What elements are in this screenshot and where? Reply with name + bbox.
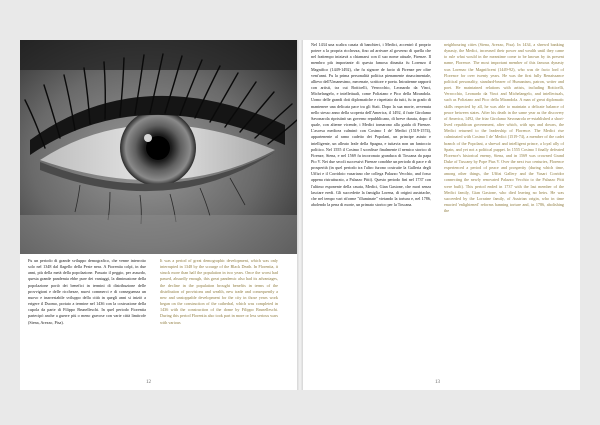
right-page-number: 13 <box>435 380 440 385</box>
left-italian-column: Fu un periodo di grande sviluppo demografico, che venne interrotto solo nel 1348 dal flagello della Peste nera. A Fiorentia colpì, in due anni, più della metà della popolazione. Passato il peggio, per assurdo, questa grande pandemia ebbe pure dei vantaggi, la diminuzione della popolazione portò dei benefici in termini di distribuzione delle provvigioni e delle ricchezze, nuovi commerci e di conseguenza un nuovo e inarrestabile sviluppo della città in quegli anni si iniziò a erigere il Duomo, portato a termine nel 1436 con la costruzione della cupola da parte di Filippo Brunelleschi. In quel periodo Fiorentia partecipò anche a guerre più o meno gravose con varie città limitrofe (Siena, Arezzo, Pisa). <box>28 258 146 325</box>
eye-photo <box>20 40 297 254</box>
left-page-number: 12 <box>146 380 151 385</box>
left-english-column: It was a period of great demographic development, which was only interrupted in 1348 by the scourge of the Black Death. In Florentia, it struck more than half the population in two years. Once the worst had passed, absurdly enough, this great pandemic also had its advantages, the decline in the population brought benefits in terms of the distribution of provisions and wealth, new trade and consequently a new and unstoppable development for the city in those years work began on the construction of the cathedral, which was completed in 1436 with the construction of the dome by Filippo Brunelleschi. During this period Florentia also took part in more or less serious wars with various <box>160 258 278 325</box>
right-english-column: neighbouring cities (Siena, Arezzo, Pisa). In 1434, a shrewd banking dynasty, the Medici, increased their power and wealth until they came to rule what would in the meantime come to be known by its present name, Florence. The most important member of this famous dynasty was Lorenzo the Magnificent (1449-92), who was de facto lord of Florence for over twenty years. He was the first fully Renaissance political personality, standard-bearer of Humanism, patron, writer and poet. He maintained relations with artists, including Botticelli, Verrocchio, Leonardo da Vinci and Michelangelo, and intellectuals, such as Poliziano and Pico della Mirandola. A man of great diplomatic skills respected by all, he was able to maintain a delicate balance of peace between states. After his death in the same year as the discovery of America, 1492, the friar Girolamo Savonarola re-established a short-lived republican government, after which, with ups and downs, the Medici returned to the leadership of Florence. The Medici rise culminated with Cosimo I de' Medici (1519-74), a member of the cadet branch of the Popolani, a shrewd and intelligent prince, a loyal ally of Spain, and yet not a political puppet. In 1555 Cosimo I finally defeated Florence's historical enemy, Siena, and in 1569 was crowned Grand Duke of Tuscany by Pope Pius V. Over the next two centuries, Florence experienced a period of peace and prosperity (during which time, among other things, the Uffizi Gallery and the Vasari Corridor connecting the newly renovated Palazzo Vecchio to the Palazzo Pitti were built). This period ended in 1737 with the last member of the Medici family, Gian Gastone, who died leaving no heirs. He was succeeded by the Lorraine family, of Austrian origin, who in time enacted 'enlightened' reforms banning torture and, in 1786, abolishing the <box>444 42 564 214</box>
right-italian-column: Nel 1434 una scaltra casata di banchieri, i Medici, accentrò il proprio potere a la propria ricchezza, fino ad arrivare al governo di quella che nel frattempo iniziavà a chiamarsi con il suo nome attuale, Firenze. Il membro più importante di questa famosa dinastia fu Lorenzo il Magnifico (1449-1492), che fu signore de facto di Firenze per oltre vent'anni. Fu la prima personalità politica pienamente rinascimentale, allievo dell'Umanesimo, mecenate, scrittore e poeta. Intrattenne rapporti con artisti, tra cui Botticelli, Verrocchio, Leonardo da Vinci, Michelangelo, e intellettuali, come Poliziano e Pico della Mirandola. Uomo delle grandi doti diplomatiche e rispettato da tutti, fu in grado di mantenere una delicata pace tra gli Stati. Dopo la sua morte, avvenuta nello stesso anno della scoperta dell'America, il 1492, il frate Girolamo Savonarola ripristinò un governo repubblicano, di breve durata, dopo il quale, con alterne vicende, i Medici tornarono alla guida di Firenze. L'ascesa medicea culminò con Cosimo I de' Medici (1519-1574), appartenente al ramo cadetto dei Popolani, un principe astuto e intelligente, un alleato leale della Spagna, e tuttavia non un fantoccio politico. Nel 1555 il Cosimo I sconfisse finalmente il nemico storico di Firenze, Siena, e nel 1569 fu incoronato granduca di Toscana da papa Pio V. Nei due secoli successivi Firenze conobbe un periodo di pace e di prosperità (in quel periodo tra l'altro furono costruite la Galleria degli Uffizi e il Corridoio vasariano che collega Palazzo Vecchio, and fosso appena ristrutturato, a Palazzo Pitti). Questo periodo finì nel 1737 con l'ultimo esponente della casata, Medici, Gian Gastone, che morì senza lasciare eredi. Gli succedette la famiglia Lorena, di origini austriache, che nel tempo vari riforme "illuminate" vietando la tortura e, nel 1786, abolendo la pena di morte, un primato storico per la Toscana. <box>311 42 431 208</box>
right-page <box>303 40 580 390</box>
left-page <box>20 40 297 390</box>
